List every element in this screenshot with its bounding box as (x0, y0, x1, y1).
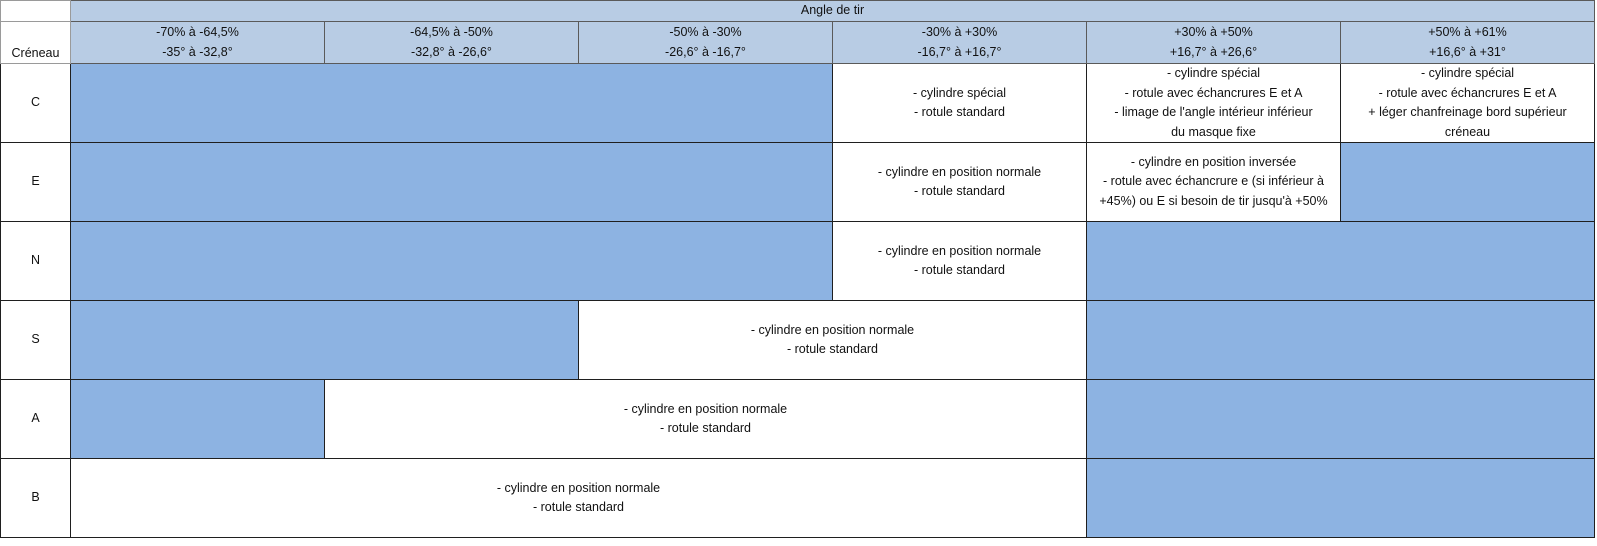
unavailable-cell[interactable] (1087, 222, 1595, 301)
cell-line: - rotule standard (913, 263, 1006, 277)
cell-line: - cylindre en position normale (623, 401, 788, 416)
corner-cell[interactable] (1, 1, 71, 22)
cell-line: +45%) ou E si besoin de tir jusqu'à +50% (1099, 193, 1328, 208)
config-cell[interactable] (833, 143, 1087, 222)
table-row (1, 380, 1595, 459)
row-label[interactable]: S (1, 301, 71, 380)
cell-line: - cylindre spécial (1166, 66, 1261, 80)
column-degrees: +16,6° à +31° (1429, 44, 1506, 59)
row-label[interactable]: B (1, 459, 71, 538)
column-percent: -30% à +30% (921, 25, 998, 39)
column-degrees: -16,7° à +16,7° (917, 44, 1002, 59)
cell-line: créneau (1444, 124, 1491, 139)
config-cell[interactable] (833, 222, 1087, 301)
table-row (1, 64, 1595, 143)
cell-line: - rotule standard (659, 421, 752, 435)
unavailable-cell[interactable] (1087, 301, 1595, 380)
cell-line: - cylindre spécial (912, 85, 1007, 100)
cell-line: - rotule standard (786, 342, 879, 356)
column-degrees: +16,7° à +26,6° (1169, 44, 1258, 59)
column-percent: +50% à +61% (1428, 25, 1507, 39)
column-header[interactable] (833, 22, 1087, 64)
unavailable-cell[interactable] (1087, 459, 1595, 538)
column-header[interactable] (1087, 22, 1341, 64)
table-row (1, 222, 1595, 301)
cell-line: - cylindre en position normale (877, 243, 1042, 258)
config-cell[interactable] (325, 380, 1087, 459)
cell-line: - rotule avec échancrures E et A (1378, 85, 1557, 100)
cell-line: - rotule avec échancrures E et A (1124, 85, 1303, 100)
column-header[interactable] (325, 22, 579, 64)
cell-line: - cylindre en position normale (496, 480, 661, 495)
column-percent: +30% à +50% (1174, 25, 1253, 39)
cell-line: du masque fixe (1171, 124, 1256, 139)
row-header-label[interactable]: Créneau (1, 22, 71, 64)
column-header[interactable] (579, 22, 833, 64)
column-degrees: -35° à -32,8° (162, 44, 233, 59)
column-percent: -50% à -30% (669, 25, 742, 39)
column-header-row (1, 22, 1595, 64)
unavailable-cell[interactable] (71, 301, 579, 380)
config-cell[interactable] (579, 301, 1087, 380)
table-row (1, 459, 1595, 538)
config-cell[interactable] (71, 459, 1087, 538)
table-title[interactable]: Angle de tir (71, 1, 1595, 22)
column-header[interactable] (1341, 22, 1595, 64)
table-row (1, 143, 1595, 222)
unavailable-cell[interactable] (71, 143, 833, 222)
title-row (1, 1, 1595, 22)
row-label[interactable]: E (1, 143, 71, 222)
unavailable-cell[interactable] (71, 380, 325, 459)
cell-line: - rotule standard (913, 105, 1006, 119)
cell-line: - cylindre en position normale (750, 322, 915, 337)
cell-line: + léger chanfreinage bord supérieur (1368, 105, 1567, 119)
column-degrees: -32,8° à -26,6° (411, 44, 492, 59)
column-percent: -70% à -64,5% (156, 25, 239, 39)
config-cell[interactable] (1087, 64, 1341, 143)
cell-line: - limage de l'angle intérieur inférieur (1114, 105, 1313, 119)
config-cell[interactable] (1087, 143, 1341, 222)
config-cell[interactable] (833, 64, 1087, 143)
table-row (1, 301, 1595, 380)
column-degrees: -26,6° à -16,7° (665, 44, 746, 59)
column-percent: -64,5% à -50% (410, 25, 493, 39)
unavailable-cell[interactable] (71, 222, 833, 301)
row-label[interactable]: C (1, 64, 71, 143)
cell-line: - rotule avec échancrure e (si inférieur à (1103, 174, 1324, 189)
row-label[interactable]: A (1, 380, 71, 459)
cell-line: - cylindre en position normale (877, 164, 1042, 179)
column-header[interactable] (71, 22, 325, 64)
cell-line: - rotule standard (532, 500, 625, 514)
unavailable-cell[interactable] (1341, 143, 1595, 222)
unavailable-cell[interactable] (71, 64, 833, 143)
unavailable-cell[interactable] (1087, 380, 1595, 459)
row-label[interactable]: N (1, 222, 71, 301)
cell-line: - rotule standard (913, 184, 1006, 198)
cell-line: - cylindre en position inversée (1130, 154, 1297, 169)
cell-line: - cylindre spécial (1420, 66, 1515, 80)
config-cell[interactable] (1341, 64, 1595, 143)
